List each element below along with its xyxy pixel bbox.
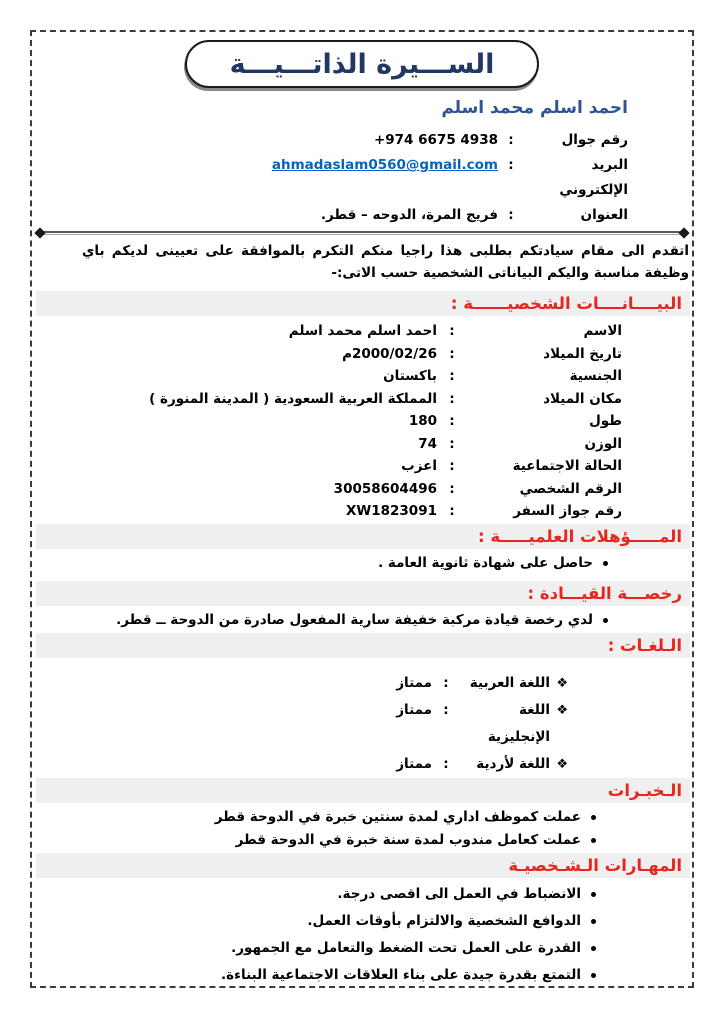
table-row	[32, 388, 622, 411]
section-header-personal-data	[36, 291, 690, 316]
colon: :	[449, 323, 455, 339]
table-row	[32, 343, 622, 366]
skills-list	[32, 881, 596, 989]
language-name: اللغة الإنجليزية	[487, 701, 550, 745]
list-item-text: حاصل على شهادة ثانوية العامة .	[378, 554, 593, 571]
field-label: الرقم الشخصي	[519, 480, 622, 497]
list-item	[32, 935, 596, 962]
section-header-personal-skills	[36, 853, 690, 878]
list-item	[32, 908, 596, 935]
list-item-text: التمتع بقدرة جيدة على بناء العلاقات الاجتماعية البناءة.	[221, 966, 581, 983]
list-item	[32, 552, 608, 575]
address-label: العنوان	[580, 207, 628, 223]
intro-paragraph: اتقدم الى مقام سيادتكم بطلبى هذا راجيا منكم التكرم بالموافقة على تعيينى لديكم باي وظيفة مناسبة واليكم البياناتى الشخصية حسب الاتى:-	[82, 243, 689, 281]
field-value: 2000/02/26م	[342, 345, 437, 362]
list-item	[32, 829, 596, 852]
section-title: الـخبـرات	[607, 780, 682, 800]
field-value: المملكة العربية السعودية ( المدينة المنورة )	[149, 390, 437, 407]
colon: :	[449, 480, 455, 497]
list-item-text: عملت كعامل مندوب لمدة سنة خبرة في الدوحة قطر	[235, 831, 581, 848]
contact-row-phone	[32, 128, 628, 153]
language-name: اللغة العربية	[469, 674, 550, 691]
cv-title-box	[185, 40, 539, 88]
section-header-languages	[36, 633, 690, 658]
bullet-dot-icon	[591, 815, 596, 820]
phone-label: رقم جوال	[561, 132, 628, 148]
divider-diamond-icon	[34, 227, 45, 238]
email-link[interactable]: ahmadaslam0560@gmail.com	[271, 157, 498, 173]
page-dashed-border	[30, 30, 694, 988]
field-value: 30058604496	[333, 480, 437, 497]
colon: :	[508, 207, 514, 223]
colon: :	[449, 413, 455, 429]
colon: :	[449, 503, 455, 519]
language-level: ممتاز	[396, 701, 432, 718]
phone-value: +974 6675 4938	[373, 132, 498, 148]
field-value: باكستان	[383, 368, 437, 384]
language-row	[32, 670, 568, 697]
language-row	[32, 697, 568, 751]
colon: :	[449, 458, 455, 474]
field-value: اعزب	[401, 458, 437, 474]
bullet-dot-icon	[603, 561, 608, 566]
section-header-experience	[36, 778, 690, 803]
contact-row-address	[32, 203, 628, 228]
diamond-bullet-icon: ❖	[556, 675, 568, 691]
bullet-dot-icon	[591, 973, 596, 978]
language-row	[32, 751, 568, 778]
field-label: طول	[589, 413, 622, 429]
colon: :	[443, 701, 449, 718]
email-label: البريد الإلكتروني	[559, 157, 628, 198]
bullet-dot-icon	[603, 618, 608, 623]
bullet-dot-icon	[591, 892, 596, 897]
address-value: فريج المرة، الدوحه – قطر.	[320, 207, 498, 223]
section-header-qualifications	[36, 524, 690, 549]
section-header-driving-license	[36, 581, 690, 606]
field-label: رقم جواز السفر	[513, 503, 622, 519]
qualifications-list	[32, 552, 608, 575]
field-label: الحالة الاجتماعية	[512, 458, 622, 474]
bullet-dot-icon	[591, 946, 596, 951]
list-item	[32, 962, 596, 989]
table-row	[32, 320, 622, 343]
list-item	[32, 806, 596, 829]
experience-list	[32, 806, 596, 852]
colon: :	[449, 345, 455, 362]
colon: :	[449, 368, 455, 384]
list-item-text: القدرة على العمل تحت الضغط والتعامل مع الجمهور.	[231, 939, 581, 956]
colon: :	[508, 157, 514, 173]
bullet-dot-icon	[591, 919, 596, 924]
field-label: الوزن	[584, 435, 622, 452]
section-title: البيــــانــــات الشخصيــــــة :	[450, 294, 682, 313]
list-item-text: لدي رخصة قيادة مركبة خفيفة سارية المفعول صادرة من الدوحة ــ قطر.	[116, 611, 593, 628]
field-value: XW1823091	[345, 503, 437, 519]
table-row	[32, 500, 622, 523]
personal-data-table	[32, 320, 622, 523]
field-label: مكان الميلاد	[543, 390, 622, 407]
languages-table	[32, 670, 568, 778]
field-label: الجنسية	[569, 368, 622, 384]
colon: :	[449, 390, 455, 407]
list-item-text: عملت كموظف اداري لمدة سنتين خبرة في الدوحة قطر	[214, 808, 581, 825]
diamond-bullet-icon: ❖	[556, 702, 568, 718]
field-value: 180	[408, 413, 437, 429]
contact-row-email	[32, 153, 628, 203]
divider-diamond-icon	[678, 227, 689, 238]
section-title: المـــــؤهلات العلميـــــة :	[478, 526, 682, 546]
section-title: رخصـــة القيـــادة :	[527, 583, 682, 603]
field-label: تاريخ الميلاد	[543, 345, 622, 362]
language-level: ممتاز	[396, 755, 432, 772]
section-divider	[38, 231, 686, 235]
contact-block	[32, 128, 628, 228]
list-item	[32, 881, 596, 908]
list-item-text: الدوافع الشخصية والالتزام بأوقات العمل.	[307, 912, 581, 929]
section-title: المهـارات الـشـخصيـة	[508, 855, 682, 875]
table-row	[32, 410, 622, 433]
bullet-dot-icon	[591, 838, 596, 843]
field-value: احمد اسلم محمد اسلم	[288, 323, 437, 339]
page-title: الســـيرة الذاتـــيـــة	[229, 48, 495, 80]
table-row	[32, 433, 622, 456]
license-list	[32, 609, 608, 632]
table-row	[32, 365, 622, 388]
language-name: اللغة لأردية	[476, 755, 550, 772]
colon: :	[443, 755, 449, 772]
colon: :	[443, 674, 449, 691]
candidate-name: احمد اسلم محمد اسلم	[441, 98, 628, 118]
field-label: الاسم	[583, 323, 622, 339]
list-item	[32, 609, 608, 632]
language-level: ممتاز	[396, 674, 432, 691]
field-value: 74	[418, 435, 437, 452]
diamond-bullet-icon: ❖	[556, 756, 568, 772]
colon: :	[508, 132, 514, 148]
table-row	[32, 455, 622, 478]
colon: :	[449, 435, 455, 452]
section-title: الـلغـات :	[607, 635, 682, 655]
list-item-text: الانضباط في العمل الى اقصى درجة.	[337, 885, 581, 902]
table-row	[32, 478, 622, 501]
